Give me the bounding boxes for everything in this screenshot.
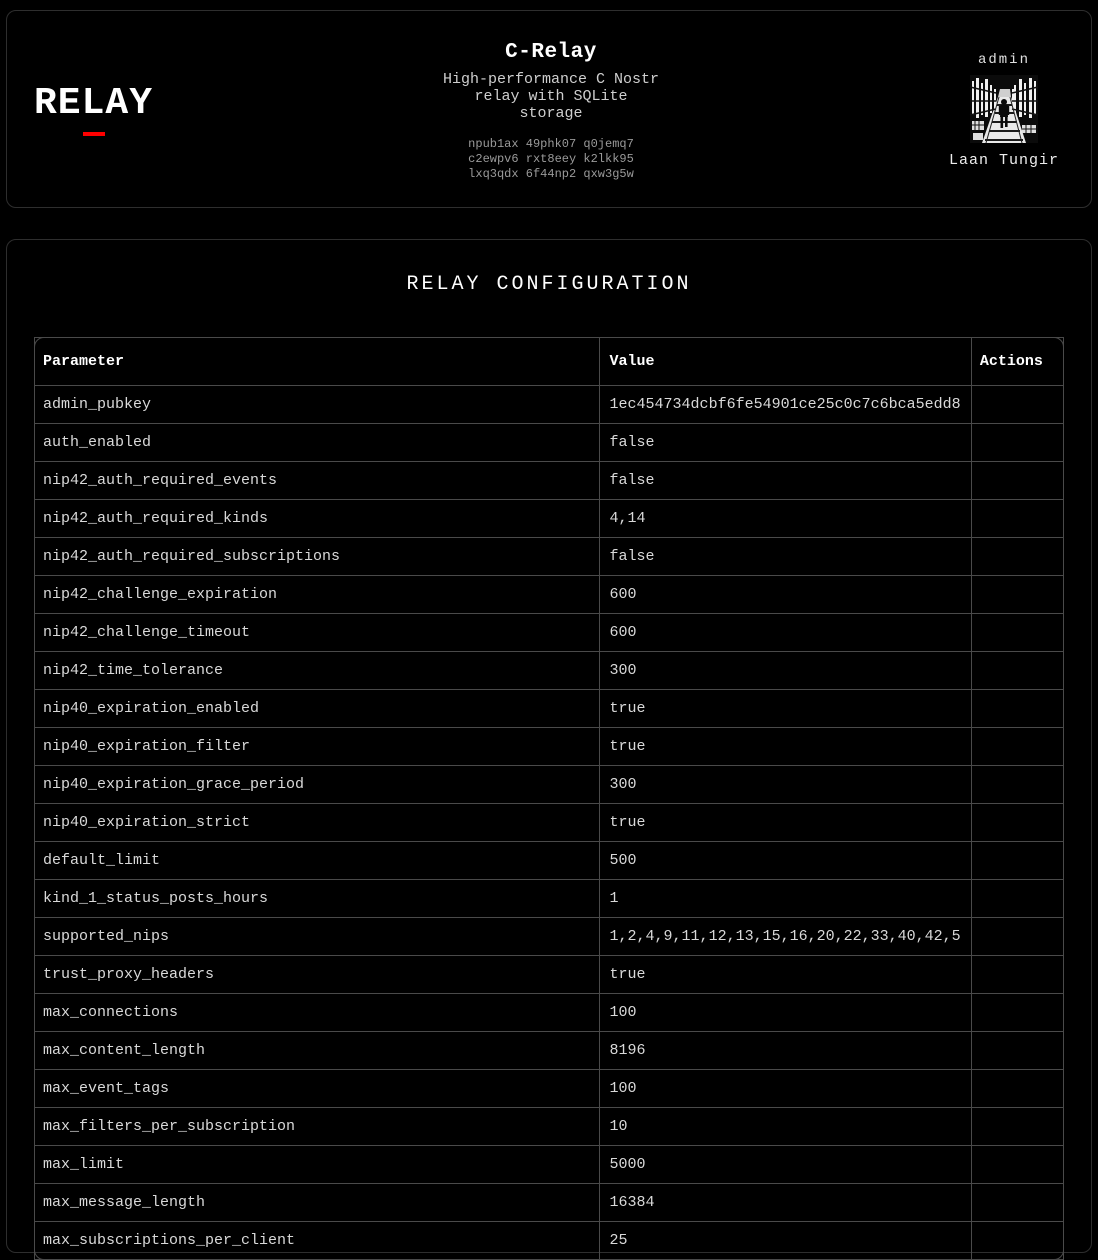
- admin-role-label: admin: [977, 51, 1030, 68]
- actions-cell: [971, 1184, 1063, 1222]
- actions-cell: [971, 766, 1063, 804]
- table-row: [35, 766, 1064, 804]
- actions-cell: [971, 538, 1063, 576]
- table-row: [35, 614, 1064, 652]
- actions-cell: [971, 614, 1063, 652]
- table-row: [35, 956, 1064, 994]
- config-table: [34, 337, 1064, 1260]
- relay-configuration-card: [6, 239, 1092, 1253]
- value-cell: 1ec454734dcbf6fe54901ce25c0c7c6bca5edd8: [599, 386, 971, 424]
- parameter-cell: max_connections: [35, 994, 600, 1032]
- table-row: [35, 462, 1064, 500]
- admin-avatar[interactable]: [970, 75, 1038, 143]
- subtitle-line: relay with SQLite: [474, 87, 628, 105]
- table-row: [35, 576, 1064, 614]
- value-cell: true: [599, 728, 971, 766]
- table-row: [35, 1108, 1064, 1146]
- actions-cell: [971, 1222, 1063, 1260]
- table-row: [35, 728, 1064, 766]
- parameter-cell: nip42_auth_required_subscriptions: [35, 538, 600, 576]
- table-row: [35, 1146, 1064, 1184]
- parameter-cell: admin_pubkey: [35, 386, 600, 424]
- parameter-cell: max_limit: [35, 1146, 600, 1184]
- admin-profile: [949, 52, 1059, 169]
- value-cell: 25: [599, 1222, 971, 1260]
- value-cell: 10: [599, 1108, 971, 1146]
- relay-logo-text: RELAY: [34, 82, 154, 125]
- actions-cell: [971, 842, 1063, 880]
- actions-cell: [971, 728, 1063, 766]
- parameter-cell: max_subscriptions_per_client: [35, 1222, 600, 1260]
- relay-logo: [34, 82, 153, 136]
- parameter-cell: max_filters_per_subscription: [35, 1108, 600, 1146]
- actions-cell: [971, 1032, 1063, 1070]
- table-row: [35, 880, 1064, 918]
- value-cell: 600: [599, 614, 971, 652]
- value-cell: 300: [599, 652, 971, 690]
- table-header-row: [35, 338, 1064, 386]
- admin-name: Laan Tungir: [948, 151, 1059, 169]
- site-info: [406, 41, 696, 182]
- npub-line: npub1ax 49phk07 q0jemq7: [468, 136, 634, 151]
- value-cell: true: [599, 956, 971, 994]
- header-subtitle: [406, 71, 696, 122]
- column-header-value: Value: [599, 338, 971, 386]
- actions-cell: [971, 1146, 1063, 1184]
- table-row: [35, 652, 1064, 690]
- site-title: C-Relay: [505, 40, 597, 64]
- value-cell: false: [599, 538, 971, 576]
- value-cell: 5000: [599, 1146, 971, 1184]
- parameter-cell: auth_enabled: [35, 424, 600, 462]
- parameter-cell: max_content_length: [35, 1032, 600, 1070]
- parameter-cell: supported_nips: [35, 918, 600, 956]
- parameter-cell: max_message_length: [35, 1184, 600, 1222]
- table-row: [35, 842, 1064, 880]
- parameter-cell: nip42_auth_required_kinds: [35, 500, 600, 538]
- actions-cell: [971, 424, 1063, 462]
- table-row: [35, 424, 1064, 462]
- parameter-cell: trust_proxy_headers: [35, 956, 600, 994]
- table-row: [35, 1184, 1064, 1222]
- relay-logo-accent-bar: [83, 132, 105, 136]
- table-row: [35, 1222, 1064, 1260]
- column-header-parameter: Parameter: [35, 338, 600, 386]
- parameter-cell: max_event_tags: [35, 1070, 600, 1108]
- table-row: [35, 918, 1064, 956]
- actions-cell: [971, 804, 1063, 842]
- section-title: RELAY CONFIGURATION: [406, 273, 692, 296]
- table-row: [35, 538, 1064, 576]
- npub-line: lxq3qdx 6f44np2 qxw3g5w: [468, 166, 634, 181]
- table-row: [35, 804, 1064, 842]
- table-row: [35, 690, 1064, 728]
- subtitle-line: High-performance C Nostr: [442, 70, 660, 88]
- table-row: [35, 1070, 1064, 1108]
- actions-cell: [971, 1108, 1063, 1146]
- actions-cell: [971, 994, 1063, 1032]
- value-cell: 1,2,4,9,11,12,13,15,16,20,22,33,40,42,5: [599, 918, 971, 956]
- value-cell: 100: [599, 1070, 971, 1108]
- actions-cell: [971, 652, 1063, 690]
- actions-cell: [971, 880, 1063, 918]
- value-cell: true: [599, 690, 971, 728]
- parameter-cell: kind_1_status_posts_hours: [35, 880, 600, 918]
- column-header-actions: Actions: [971, 338, 1063, 386]
- table-row: [35, 386, 1064, 424]
- table-row: [35, 994, 1064, 1032]
- parameter-cell: nip40_expiration_enabled: [35, 690, 600, 728]
- actions-cell: [971, 576, 1063, 614]
- config-table-body: [35, 386, 1064, 1260]
- value-cell: 600: [599, 576, 971, 614]
- header-card: [6, 10, 1092, 208]
- parameter-cell: nip40_expiration_grace_period: [35, 766, 600, 804]
- actions-cell: [971, 1070, 1063, 1108]
- parameter-cell: nip42_challenge_expiration: [35, 576, 600, 614]
- actions-cell: [971, 690, 1063, 728]
- value-cell: 4,14: [599, 500, 971, 538]
- actions-cell: [971, 386, 1063, 424]
- value-cell: true: [599, 804, 971, 842]
- value-cell: 8196: [599, 1032, 971, 1070]
- actions-cell: [971, 956, 1063, 994]
- person-on-bridge-photo-icon: [970, 75, 1038, 143]
- parameter-cell: nip42_challenge_timeout: [35, 614, 600, 652]
- npub-line: c2ewpv6 rxt8eey k2lkk95: [468, 151, 634, 166]
- header-npub: [406, 137, 696, 182]
- parameter-cell: nip40_expiration_filter: [35, 728, 600, 766]
- parameter-cell: nip42_time_tolerance: [35, 652, 600, 690]
- value-cell: 500: [599, 842, 971, 880]
- value-cell: false: [599, 462, 971, 500]
- table-row: [35, 1032, 1064, 1070]
- subtitle-line: storage: [519, 104, 583, 122]
- value-cell: false: [599, 424, 971, 462]
- parameter-cell: nip40_expiration_strict: [35, 804, 600, 842]
- parameter-cell: default_limit: [35, 842, 600, 880]
- value-cell: 1: [599, 880, 971, 918]
- actions-cell: [971, 462, 1063, 500]
- actions-cell: [971, 918, 1063, 956]
- value-cell: 100: [599, 994, 971, 1032]
- parameter-cell: nip42_auth_required_events: [35, 462, 600, 500]
- value-cell: 300: [599, 766, 971, 804]
- value-cell: 16384: [599, 1184, 971, 1222]
- actions-cell: [971, 500, 1063, 538]
- table-row: [35, 500, 1064, 538]
